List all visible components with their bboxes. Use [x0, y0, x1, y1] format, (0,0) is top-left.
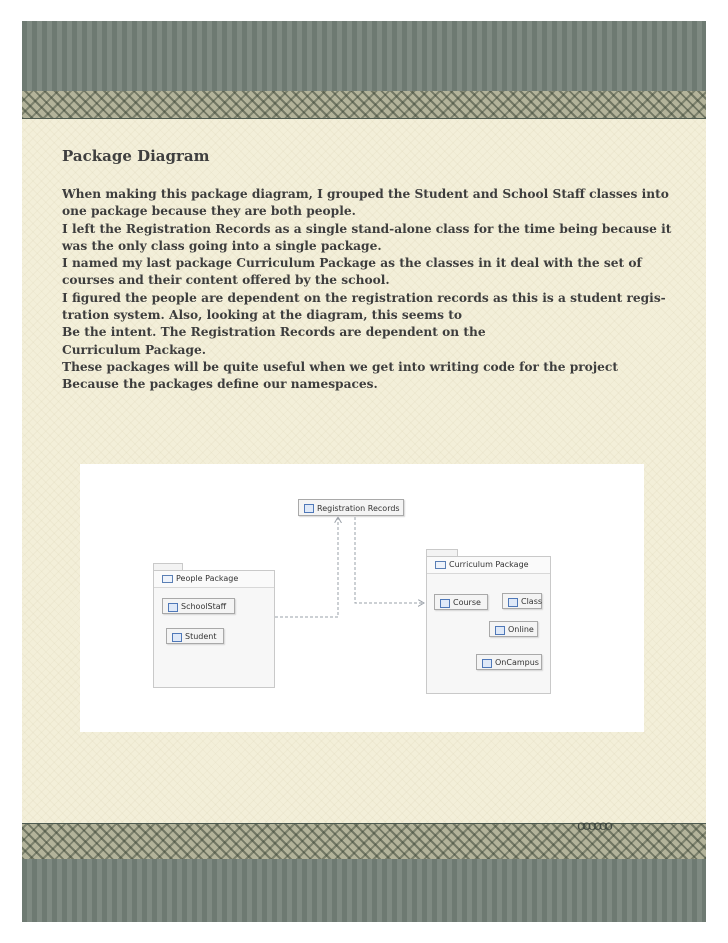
- paragraph-line: Be the intent. The Registration Records are dependent on the: [62, 325, 486, 340]
- package-header: [154, 571, 274, 588]
- class-icon: [495, 626, 505, 635]
- schoolstaff-class[interactable]: [162, 598, 235, 614]
- package-icon: [435, 561, 446, 569]
- oncampus-class[interactable]: [476, 654, 542, 670]
- class-icon: [304, 504, 314, 513]
- paragraph-line: I named my last package Curriculum Package as the classes in it deal with the set of: [62, 256, 642, 271]
- package-icon: [162, 575, 173, 583]
- course-class[interactable]: [434, 594, 488, 610]
- bottom-decorative-band: [22, 859, 706, 922]
- package-title: People Package: [176, 574, 239, 583]
- paragraph-line: These packages will be quite useful when we get into writing code for the project: [62, 359, 618, 374]
- swirl-ornament-icon: ꝏꝏꝏ: [577, 818, 610, 834]
- class-name: Class: [521, 597, 543, 606]
- registration-to-curriculum-dependency: [355, 517, 424, 603]
- online-class[interactable]: [489, 621, 538, 637]
- paragraph-line: courses and their content offered by the school.: [62, 273, 390, 288]
- student-class[interactable]: [166, 628, 224, 644]
- package-diagram: [80, 464, 644, 732]
- class-icon: [440, 599, 450, 608]
- paragraph-line: one package because they are both people.: [62, 204, 356, 219]
- page-title: Package Diagram: [62, 147, 210, 165]
- paragraph-line: was the only class going into a single package.: [62, 238, 382, 253]
- registration-records-class[interactable]: [298, 499, 404, 516]
- paragraph-line: Because the packages define our namespaces.: [62, 377, 378, 392]
- class-name: Registration Records: [317, 504, 400, 513]
- class-name: Course: [453, 598, 481, 607]
- class-icon: [172, 633, 182, 642]
- top-decorative-trim: [22, 91, 706, 119]
- paragraph-line: I left the Registration Records as a single stand-alone class for the time being because it: [62, 221, 672, 236]
- paragraph-line: tration system. Also, looking at the diagram, this seems to: [62, 308, 463, 323]
- class-name: OnCampus: [495, 658, 539, 667]
- class-icon: [482, 659, 492, 668]
- body-paragraph: [62, 186, 702, 394]
- paragraph-line: I figured the people are dependent on the registration records as this is a student regis-: [62, 290, 666, 305]
- document-page: [22, 21, 706, 922]
- class-name: Online: [508, 625, 534, 634]
- paragraph-line: Curriculum Package.: [62, 342, 206, 357]
- package-title: Curriculum Package: [449, 560, 529, 569]
- top-decorative-band: [22, 21, 706, 91]
- class-class[interactable]: [502, 593, 542, 609]
- people-to-registration-dependency: [265, 517, 338, 617]
- class-name: SchoolStaff: [181, 602, 227, 611]
- class-icon: [508, 598, 518, 607]
- package-header: [427, 557, 550, 574]
- paragraph-line: When making this package diagram, I grouped the Student and School Staff classes into: [62, 187, 669, 201]
- class-name: Student: [185, 632, 217, 641]
- class-icon: [168, 603, 178, 612]
